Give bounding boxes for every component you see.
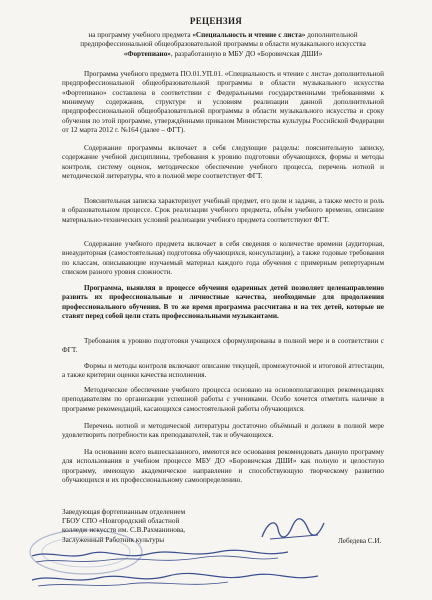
subject-name: «Специальность и чтение с листа» bbox=[192, 31, 306, 39]
paragraph-4: Содержание учебного предмета включает в себя сведения о количестве времени (аудиторная, внеаудиторная (самостоятельная) подготовка обучающихся, консультации), а также годовые требования по классам, описывающие изучаемый материал каждого года обучения с примерным репертуарным списком разного уровня сложности. bbox=[62, 240, 384, 277]
paragraph-10: На основании всего вышесказанного, имеются все основания рекомендовать данную программу для использования в учебном процессе МБУ ДО «Боровичская ДШИ» как полную и целостную программу, имеющую академическое направление и способствующую творческому развитию обучающихся и их профессиональному самоопределению. bbox=[62, 448, 384, 485]
reviewer-block bbox=[62, 508, 242, 545]
paragraph-3: Пояснительная записка характеризует учебный предмет, его цели и задачи, а также место и роль в образовательном процессе. Срок реализации учебного предмета, объём учебного времени, описание материально-технических условий реализации учебного предмета соответствуют ФГТ. bbox=[62, 197, 384, 224]
reviewer-organization: колледж искусств им. С.В.Рахманинова, bbox=[62, 526, 186, 535]
reviewer-name: Лебедева С.И. bbox=[338, 537, 382, 545]
paragraph-2: Содержание программы включает в себя следующие разделы: пояснительную записку, содержание учебной дисциплины, требования к уровню подготовки обучающихся, формы и методы контроля, систему оценок, методическое обеспечение учебного процесса, перечень нотной и методической литературы, что в полной мере соответствует ФГТ. bbox=[62, 144, 384, 181]
reviewer-position: Заведующая фортепианным отделением bbox=[62, 508, 186, 516]
paragraph-1: Программа учебного предмета ПО.01.УП.01. «Специальность и чтение с листа» дополнительной предпрофессиональной общеобразовательной программы в области музыкального искусства «Фортепиано» составлена в соответствии с Федеральными государственными требованиями к минимуму содержания, структуре и условиям реализации данной дополнительной предпрофессиональной общеобразовательной программы в области музыкального искусства и сроку обучения по этой программе, утверждёнными приказом Министерства культуры Российской Федерации от 12 марта 2012 г. №164 (далее – ФГТ). bbox=[62, 70, 384, 135]
paragraph-9: Перечень нотной и методической литературы достаточно объёмный и должен в полной мере удовлетворить потребности как преподавателей, так и обучающихся. bbox=[62, 422, 384, 440]
paragraph-5: Программа, выявляя в процессе обучения одаренных детей позволяет целенаправленно развить их профессиональные и личностные качества, необходимые для продолжения профессионального обучения. В то же время программа рассчитана и на тех детей, которые не ставят перед собой цели стать профессиональными музыкантами. bbox=[62, 284, 384, 321]
paragraph-6: Требования к уровню подготовки учащихся сформулированы в полной мере и в соответствии с ФГТ. bbox=[62, 337, 384, 355]
reviewer-title: Заслуженный Работник культуры bbox=[62, 535, 165, 544]
document-subtitle bbox=[62, 31, 384, 59]
document-title: РЕЦЕНЗИЯ bbox=[189, 16, 243, 26]
subtitle-text: дополнительной предпрофессиональной общеобразовательной программы в области музыкального искусства bbox=[80, 31, 366, 49]
subtitle-text: , разработанную в МБУ ДО «Боровичская ДШИ» bbox=[170, 49, 323, 58]
signature-mark bbox=[258, 515, 328, 545]
handwritten-certification bbox=[28, 546, 328, 596]
paragraph-8: Методическое обеспечение учебного процесса основано на основополагающих рекомендациях преподавателям по организации успешной работы с учениками. Особо хочется отметить наличие в программе рекомендаций, касающихся самостоятельной работы обучающихся. bbox=[62, 386, 384, 413]
program-name: «Фортепиано» bbox=[123, 49, 171, 58]
subtitle-text: на программу учебного предмета bbox=[88, 31, 193, 39]
reviewer-organization: ГБОУ СПО «Новгородский областной bbox=[62, 517, 180, 526]
paragraph-7: Формы и методы контроля включают описание текущей, промежуточной и итоговой аттестации, а также критерии оценки качества исполнения. bbox=[62, 362, 384, 380]
